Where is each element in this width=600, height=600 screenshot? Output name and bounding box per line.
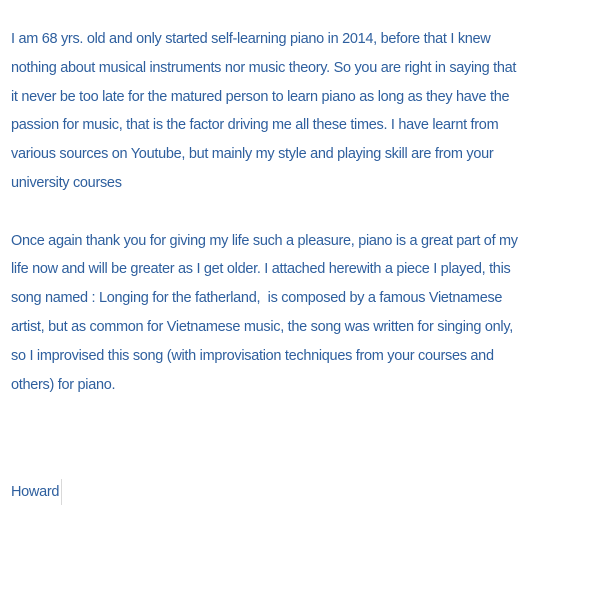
text-line: so I improvised this song (with improvisation techniques from your courses and: [11, 347, 494, 364]
signature: [11, 478, 592, 507]
text-line: it never be too late for the matured person to learn piano as long as they have the: [11, 88, 510, 105]
paragraph-1: [11, 25, 592, 198]
signature-name: Howard: [11, 484, 60, 501]
text-line: artist, but as common for Vietnamese music, the song was written for singing only,: [11, 318, 513, 335]
text-line: others) for piano.: [11, 376, 116, 393]
text-line: song named : Longing for the fatherland, is composed by a famous Vietnamese: [11, 290, 503, 307]
text-line: various sources on Youtube, but mainly my style and playing skill are from your: [11, 146, 494, 163]
paragraph-2: [11, 227, 592, 400]
text-line: university courses: [11, 174, 122, 191]
text-cursor: [61, 479, 62, 505]
text-line: I am 68 yrs. old and only started self-learning piano in 2014, before that I knew: [11, 31, 491, 47]
text-line: passion for music, that is the factor driving me all these times. I have learnt from: [11, 117, 499, 134]
text-line: nothing about musical instruments nor music theory. So you are right in saying that: [11, 59, 517, 76]
text-line: life now and will be greater as I get older. I attached herewith a piece I played, this: [11, 261, 511, 278]
text-line: Once again thank you for giving my life such a pleasure, piano is a great part of my: [11, 232, 518, 249]
